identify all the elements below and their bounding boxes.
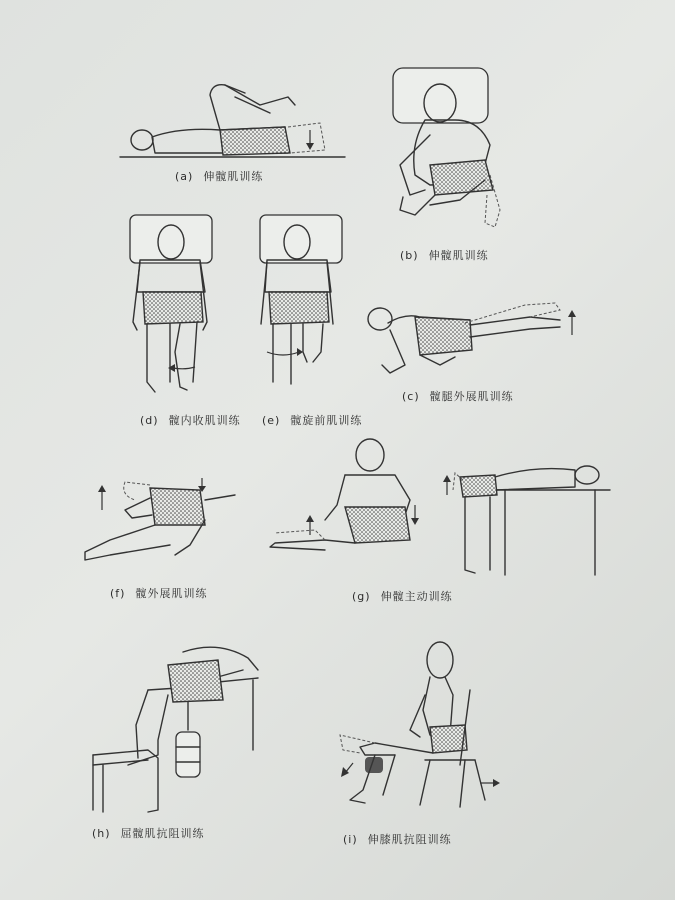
figure-h-text: 屈髋肌抗阻训练 — [120, 827, 205, 840]
figure-g-illustration — [265, 435, 610, 580]
figure-i-text: 伸膝肌抗阻训练 — [367, 833, 452, 846]
figure-e-text: 髋旋前肌训练 — [290, 414, 363, 427]
figure-i-illustration — [335, 635, 515, 820]
figure-g-label: (g) — [352, 590, 371, 603]
figure-e-label: (e) — [262, 414, 281, 427]
figure-d-illustration — [125, 212, 220, 407]
figure-g-caption — [352, 588, 453, 604]
figure-i-caption — [343, 831, 452, 847]
figure-b-label: (b) — [400, 249, 419, 262]
figure-c-label: (c) — [402, 390, 420, 403]
figure-d-label: (d) — [140, 414, 159, 427]
figure-b-caption — [400, 247, 489, 263]
figure-a-caption — [175, 168, 263, 184]
figure-f-text: 髋外展肌训练 — [135, 587, 208, 600]
figure-i-label: (i) — [343, 833, 358, 846]
figure-c-caption — [402, 388, 514, 404]
figure-h-illustration — [88, 640, 273, 815]
figure-h-label: (h) — [92, 827, 111, 840]
figure-b-illustration — [385, 65, 515, 235]
figure-f-label: (f) — [110, 587, 126, 600]
figure-a-illustration — [120, 75, 350, 165]
figure-a-label: (a) — [175, 170, 194, 183]
figure-d-text: 髋内收肌训练 — [168, 414, 241, 427]
figure-h-caption — [92, 825, 205, 841]
figure-b-text: 伸髋肌训练 — [428, 249, 489, 262]
figure-c-illustration — [360, 295, 590, 385]
figure-f-caption — [110, 585, 207, 601]
figure-e-caption — [262, 412, 362, 428]
figure-d-caption — [140, 412, 241, 428]
figure-c-text: 髋腿外展肌训练 — [429, 390, 514, 403]
figure-e-illustration — [255, 212, 350, 407]
figure-f-illustration — [80, 470, 245, 565]
figure-g-text: 伸髋主动训练 — [380, 590, 453, 603]
figure-a-text: 伸髋肌训练 — [203, 170, 264, 183]
